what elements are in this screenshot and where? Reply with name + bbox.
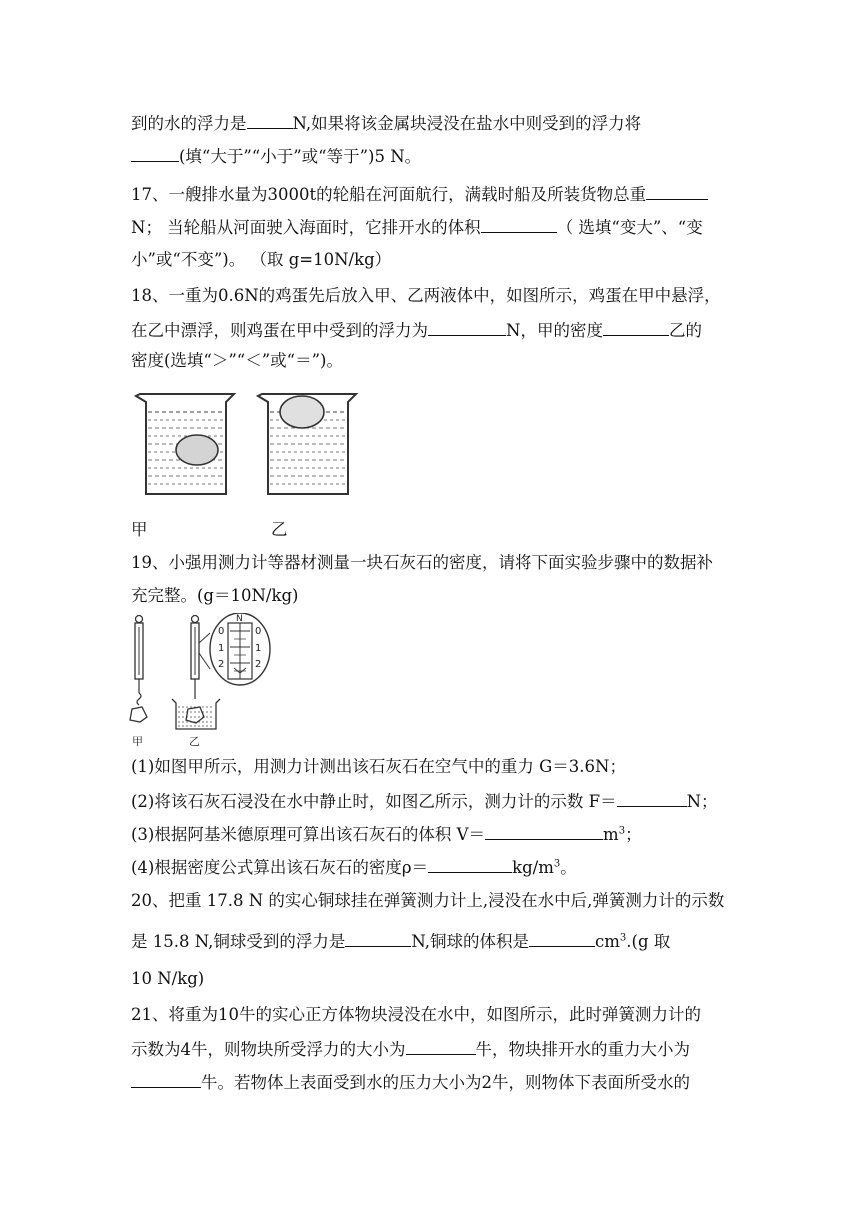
q18-line-3 <box>131 350 730 372</box>
q16-text: N,如果将该金属块浸没在盐水中则受到的浮力将 <box>292 114 642 133</box>
q19-step-text: (1)如图甲所示，用测力计测出该石灰石在空气中的重力 G＝3.6N； <box>131 757 626 776</box>
scale-tick-1-left: 1 <box>218 643 225 654</box>
q20-text: .(g 取 <box>626 932 671 951</box>
q17-text: N； 当轮船从河面驶入海面时，它排开水的体积 <box>131 218 481 237</box>
q16-line-2 <box>131 144 730 168</box>
q19-step-3 <box>131 822 730 846</box>
q19-step-text: N； <box>686 792 718 811</box>
answer-blank[interactable] <box>603 318 669 336</box>
egg-floating <box>280 396 324 428</box>
q20-unit-sup: 3 <box>619 932 627 944</box>
submerged-rock <box>186 707 204 723</box>
q21-text: 示数为4牛，则物块所受浮力的大小为 <box>131 1040 406 1059</box>
scale-tick-0-left: 0 <box>218 626 225 637</box>
q21-line-3 <box>131 1070 730 1094</box>
answer-blank[interactable] <box>406 1037 476 1055</box>
q19-step-text: ； <box>625 825 642 844</box>
scale-tick-0-right: 0 <box>255 626 262 637</box>
q18-text: 18、一重为0.6N的鸡蛋先后放入甲、乙两液体中，如图所示，鸡蛋在甲中悬浮， <box>131 286 721 305</box>
scale-tick-2-right: 2 <box>255 659 262 670</box>
egg-suspended <box>176 435 218 465</box>
answer-blank[interactable] <box>481 215 557 233</box>
q18-text: 密度(选填“＞”“＜”或“＝”)。 <box>131 351 343 370</box>
q20-line-2 <box>131 929 730 953</box>
q17-text: 小”或“不变”)。 （取 g=10N/kg） <box>131 250 392 269</box>
q20-text: 20、把重 17.8 N 的实心铜球挂在弹簧测力计上,浸没在水中后,弹簧测力计的示数 <box>131 891 725 910</box>
beaker-b-label: 乙 <box>271 520 288 539</box>
q19-line-2 <box>131 585 730 607</box>
q18-line-1 <box>131 285 730 307</box>
q18-text: N，甲的密度 <box>506 321 603 340</box>
q19-unit: m <box>603 825 619 844</box>
q20-unit: cm <box>595 932 620 951</box>
q20-line-3 <box>131 968 730 990</box>
beaker-a-label: 甲 <box>131 520 148 539</box>
q19-step-text: (2)将该石灰石浸没在水中静止时，如图乙所示，测力计的示数 F＝ <box>131 792 617 811</box>
q19-step-2 <box>131 789 730 813</box>
q16-text: 到的水的浮力是 <box>131 114 247 133</box>
spring-scale-b <box>172 613 270 729</box>
answer-blank[interactable] <box>131 144 179 162</box>
spring-scale-figure <box>126 613 276 749</box>
q17-text: （ 选填“变大”、“变 <box>556 218 703 237</box>
scale-b-label: 乙 <box>189 735 200 748</box>
q19-step-text: (4)根据密度公式算出该石灰石的密度ρ＝ <box>131 858 429 877</box>
q19-text: 充完整。(g＝10N/kg) <box>131 586 299 605</box>
answer-blank[interactable] <box>646 182 708 200</box>
egg-beakers-figure <box>130 384 360 504</box>
q18-text: 乙的 <box>668 321 702 340</box>
q18-text: 在乙中漂浮，则鸡蛋在甲中受到的浮力为 <box>131 321 428 340</box>
q20-text: 10 N/kg) <box>131 969 205 988</box>
q17-text: 17、一艘排水量为3000t的轮船在河面航行，满载时船及所装货物总重 <box>131 185 647 204</box>
answer-blank[interactable] <box>428 318 506 336</box>
q16-text: (填“大于”“小于”或“等于”)5 N。 <box>179 147 422 166</box>
scale-unit-label: N <box>236 614 243 624</box>
beaker-b <box>258 394 356 494</box>
answer-blank[interactable] <box>131 1070 201 1088</box>
q19-line-1 <box>131 552 730 574</box>
q20-text: N,铜球的体积是 <box>411 932 529 951</box>
answer-blank[interactable] <box>247 111 293 129</box>
limestone-rock <box>130 707 147 722</box>
q19-text: 19、小强用测力计等器材测量一块石灰石的密度，请将下面实验步骤中的数据补 <box>131 553 713 572</box>
scale-tick-1-right: 1 <box>255 643 262 654</box>
q17-line-2 <box>131 215 730 239</box>
q21-line-2 <box>131 1037 730 1061</box>
q19-unit: kg/m <box>512 858 554 877</box>
answer-blank[interactable] <box>617 789 687 807</box>
spring-scale-a <box>130 616 147 723</box>
q20-line-1 <box>131 890 730 912</box>
q17-line-3 <box>131 249 730 271</box>
q16-line-1 <box>131 111 730 135</box>
q19-step-1 <box>131 756 730 778</box>
q20-text: 是 15.8 N,铜球受到的浮力是 <box>131 932 346 951</box>
answer-blank[interactable] <box>345 929 411 947</box>
q21-text: 牛。若物体上表面受到水的压力大小为2牛，则物体下表面所受水的 <box>201 1073 690 1092</box>
q18-line-2 <box>131 318 730 342</box>
scale-a-label: 甲 <box>132 735 143 748</box>
q21-line-1 <box>131 1004 730 1026</box>
q17-line-1 <box>131 182 730 206</box>
q19-unit-sup: 3 <box>618 825 626 837</box>
q19-unit-sup: 3 <box>553 858 561 870</box>
scale-tick-2-left: 2 <box>218 659 225 670</box>
q19-step-text: (3)根据阿基米德原理可算出该石灰石的体积 V＝ <box>131 825 486 844</box>
q21-text: 21、将重为10牛的实心正方体物块浸没在水中，如图所示，此时弹簧测力计的 <box>131 1005 701 1024</box>
answer-blank[interactable] <box>428 855 512 873</box>
q21-text: 牛，物块排开水的重力大小为 <box>475 1040 690 1059</box>
answer-blank[interactable] <box>529 929 595 947</box>
answer-blank[interactable] <box>485 822 603 840</box>
q19-step-text: 。 <box>560 858 577 877</box>
beaker-a <box>136 394 234 494</box>
q19-step-4 <box>131 855 730 879</box>
